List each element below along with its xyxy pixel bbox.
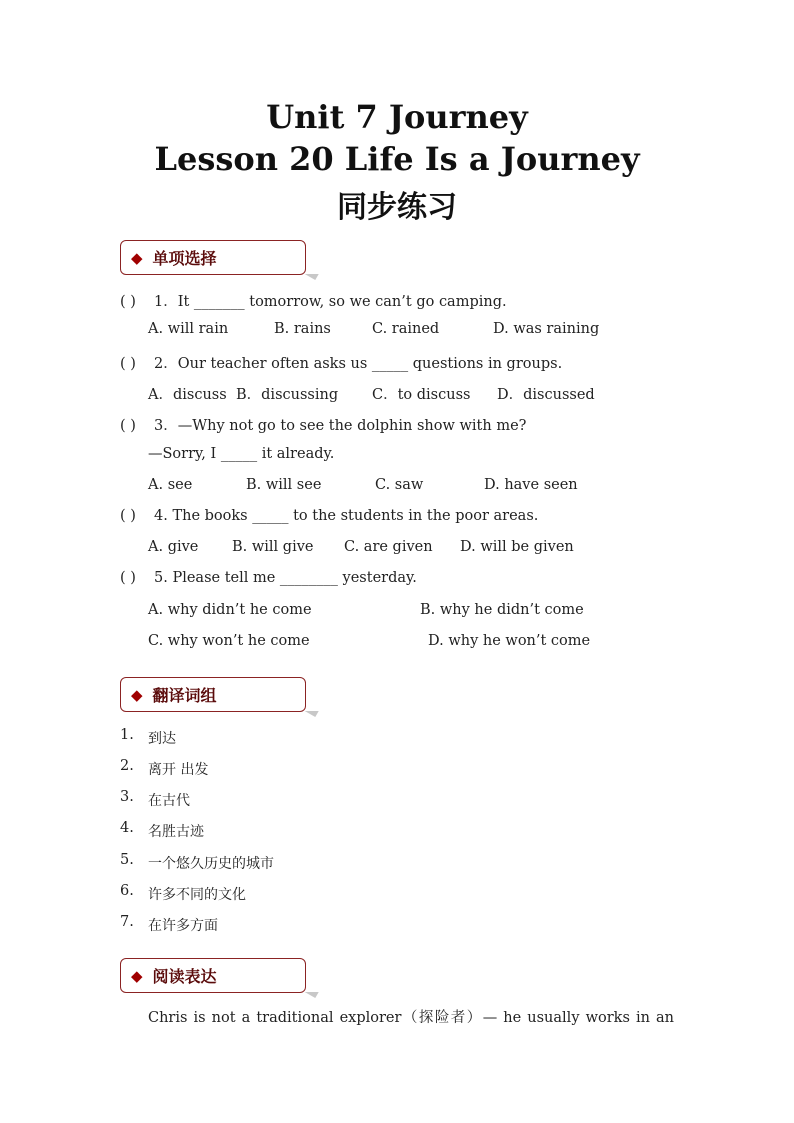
answer-blank[interactable]: ( )	[120, 294, 136, 310]
question-stem: 1．It _______ tomorrow, so we can’t go camping.	[154, 294, 507, 310]
reading-passage: Chris is not a traditional explorer（探险者）— he usually works in an	[148, 1010, 674, 1026]
phrase-number: 3.	[120, 789, 134, 805]
title-subtitle: 同步练习	[337, 190, 457, 225]
phrase-number: 7.	[120, 914, 134, 930]
section-header-choice	[120, 240, 306, 275]
phrase-item: 名胜古迹	[148, 824, 204, 840]
title-lesson: Lesson 20 Life Is a Journey	[154, 140, 640, 178]
section-title-choice: 单项选择	[152, 249, 217, 268]
phrase-item: 在许多方面	[148, 918, 218, 934]
answer-blank[interactable]: ( )	[120, 570, 136, 586]
question-4	[120, 508, 538, 524]
option-a: A. will rain	[148, 321, 229, 337]
option-d: D. why he won’t come	[428, 633, 591, 649]
option-a: A. why didn’t he come	[148, 602, 312, 618]
question-5	[120, 570, 417, 586]
option-c: C. why won’t he come	[148, 633, 310, 649]
section-title-reading: 阅读表达	[152, 967, 217, 986]
option-b: B．discussing	[236, 387, 339, 403]
phrase-number: 4.	[120, 820, 134, 836]
phrase-number: 2.	[120, 758, 134, 774]
question-1	[120, 290, 507, 311]
phrase-number: 1.	[120, 727, 134, 743]
diamond-icon: ◆	[131, 248, 143, 267]
section-header-translate	[120, 677, 306, 712]
option-d: D. was raining	[493, 321, 600, 337]
section-title-translate: 翻译词组	[152, 686, 217, 705]
phrase-item: 一个悠久历史的城市	[148, 856, 274, 872]
section-header-reading	[120, 958, 306, 993]
phrase-item: 离开 出发	[148, 762, 209, 778]
answer-blank[interactable]: ( )	[120, 356, 136, 372]
option-d: D. will be given	[460, 539, 574, 555]
option-c: C. are given	[344, 539, 433, 555]
question-2	[120, 352, 562, 373]
question-stem: 5. Please tell me ________ yesterday.	[154, 570, 417, 586]
phrase-item: 到达	[148, 731, 176, 747]
option-a: A. see	[148, 477, 193, 493]
question-3	[120, 414, 526, 435]
diamond-icon: ◆	[131, 966, 143, 985]
diamond-icon: ◆	[131, 685, 143, 704]
question-3-reply: —Sorry, I _____ it already.	[148, 446, 335, 462]
option-b: B. will give	[232, 539, 314, 555]
option-d: D. have seen	[484, 477, 578, 493]
title-unit: Unit 7 Journey	[266, 98, 528, 136]
option-d: D．discussed	[497, 387, 595, 403]
question-stem: 3．—Why not go to see the dolphin show with me?	[154, 418, 527, 434]
option-a: A. give	[148, 539, 199, 555]
option-c: C. rained	[372, 321, 440, 337]
option-c: C．to discuss	[372, 387, 471, 403]
phrase-number: 6.	[120, 883, 134, 899]
answer-blank[interactable]: ( )	[120, 508, 136, 524]
question-stem: 4. The books _____ to the students in the poor areas.	[154, 508, 539, 524]
answer-blank[interactable]: ( )	[120, 418, 136, 434]
option-b: B. rains	[274, 321, 331, 337]
phrase-number: 5.	[120, 852, 134, 868]
option-b: B. why he didn’t come	[420, 602, 584, 618]
option-c: C. saw	[375, 477, 424, 493]
option-a: A．discuss	[148, 387, 227, 403]
phrase-item: 在古代	[148, 793, 190, 809]
question-stem: 2．Our teacher often asks us _____ questions in groups.	[154, 356, 563, 372]
phrase-item: 许多不同的文化	[148, 887, 246, 903]
option-b: B. will see	[246, 477, 322, 493]
